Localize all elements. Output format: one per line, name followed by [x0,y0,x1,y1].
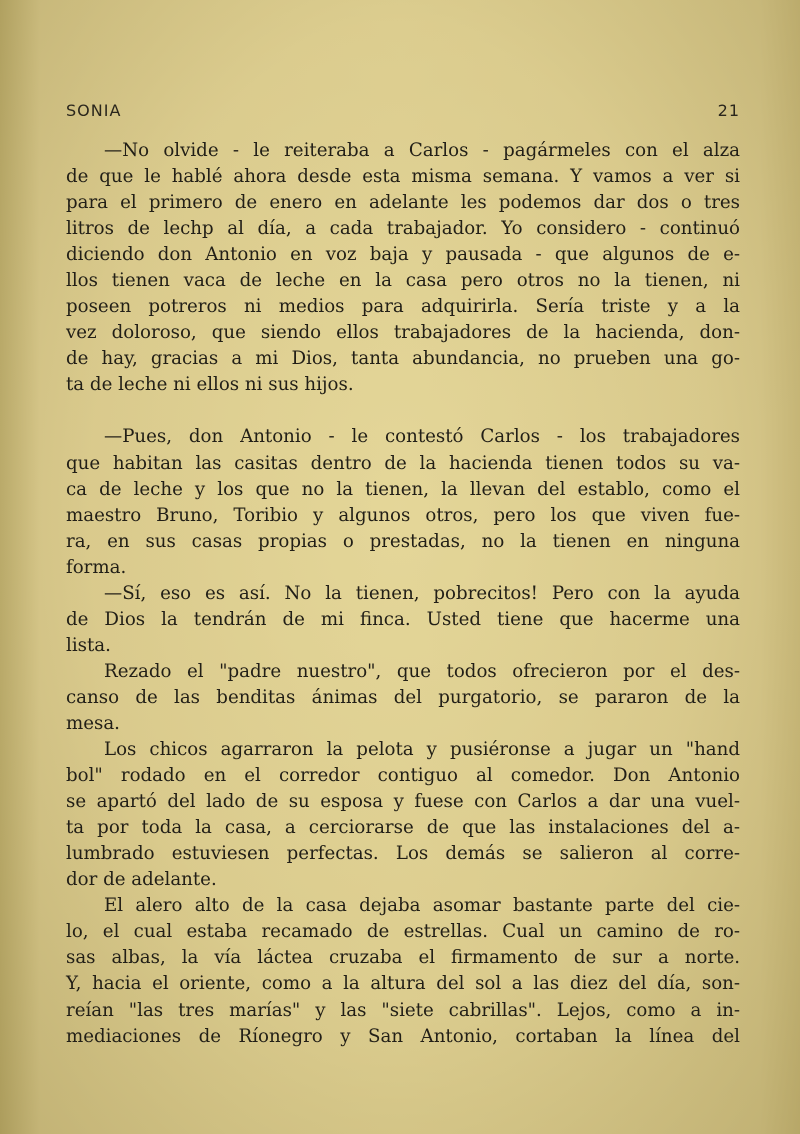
text-line: —Pues, don Antonio - le contestó Carlos - los trabajadores [104,426,740,448]
text-line: bol" rodado en el corredor contiguo al comedor. Don Antonio [66,765,740,787]
text-line: vez doloroso, que siendo ellos trabajadores de la hacienda, don- [66,322,740,344]
text-line: ra, en sus casas propias o prestadas, no la tienen en ninguna [66,530,740,552]
text-line: de Dios la tendrán de mi finca. Usted tiene que hacerme una [66,608,740,630]
text-line: para el primero de enero en adelante les podemos dar dos o tres [66,192,740,214]
text-line: litros de lechp al día, a cada trabajador. Yo considero - continuó [66,218,740,240]
text-line: forma. [66,556,127,578]
text-line: Rezado el "padre nuestro", que todos ofrecieron por el des- [104,660,740,682]
text-line: lista. [66,634,111,656]
paragraph [66,581,740,659]
text-line: de hay, gracias a mi Dios, tanta abundancia, no prueben una go- [66,348,740,370]
text-line: mesa. [66,712,120,734]
text-line: lumbrado estuviesen perfectas. Los demás se salieron al corre- [66,843,740,865]
text-line: dor de adelante. [66,869,217,891]
text-line: reían "las tres marías" y las "siete cabrillas". Lejos, como a in- [66,999,740,1021]
paragraph [66,737,740,893]
text-line: —Sí, eso es así. No la tienen, pobrecitos! Pero con la ayuda [104,582,740,604]
text-line: se apartó del lado de su esposa y fuese con Carlos a dar una vuel- [66,791,740,813]
text-line: poseen potreros ni medios para adquirirla. Sería triste y a la [66,296,740,318]
text-line: lo, el cual estaba recamado de estrellas. Cual un camino de ro- [66,921,740,943]
body-text [66,138,740,1050]
text-line: que habitan las casitas dentro de la hacienda tienen todos su va- [66,452,740,474]
text-line: ta por toda la casa, a cerciorarse de que las instalaciones del a- [66,817,740,839]
text-line: diciendo don Antonio en voz baja y pausada - que algunos de e- [66,244,740,266]
paragraph [66,138,740,398]
paragraph [66,424,740,580]
text-line: ta de leche ni ellos ni sus hijos. [66,374,354,396]
running-head-title: SONIA [66,101,122,120]
text-line: canso de las benditas ánimas del purgatorio, se pararon de la [66,686,740,708]
text-line: El alero alto de la casa dejaba asomar bastante parte del cie- [104,895,740,917]
text-line: llos tienen vaca de leche en la casa pero otros no la tienen, ni [66,270,740,292]
paragraph [66,659,740,737]
paragraph [66,893,740,1049]
text-line: sas albas, la vía láctea cruzaba el firmamento de sur a norte. [66,947,740,969]
page-number: 21 [717,101,740,120]
running-head [66,101,740,121]
paragraph-gap [66,398,740,424]
text-line: de que le hablé ahora desde esta misma semana. Y vamos a ver si [66,166,740,188]
text-line: mediaciones de Ríonegro y San Antonio, cortaban la línea del [66,1025,740,1047]
text-line: ca de leche y los que no la tienen, la llevan del establo, como el [66,478,740,500]
text-line: Y, hacia el oriente, como a la altura del sol a las diez del día, son- [66,973,740,995]
text-line: maestro Bruno, Toribio y algunos otros, pero los que viven fue- [66,504,740,526]
text-line: —No olvide - le reiteraba a Carlos - pagármeles con el alza [104,140,740,161]
text-line: Los chicos agarraron la pelota y pusiéronse a jugar un "hand [104,739,740,761]
